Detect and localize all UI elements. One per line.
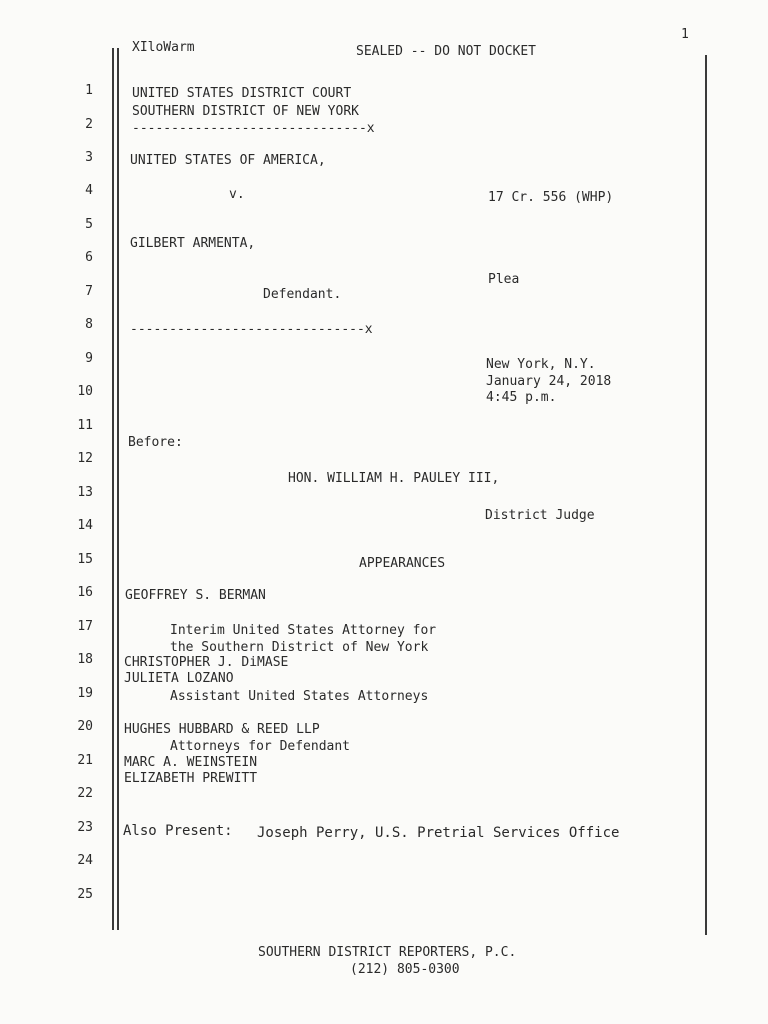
line-number: 18 xyxy=(77,652,93,667)
proceeding-type: Plea xyxy=(488,272,520,287)
reporter-phone: (212) 805-0300 xyxy=(350,962,460,977)
line-number: 20 xyxy=(77,719,93,734)
appearances-heading: APPEARANCES xyxy=(359,556,446,571)
ausa-role: Assistant United States Attorneys xyxy=(170,689,429,704)
line-number: 24 xyxy=(77,853,93,868)
court-line-1: UNITED STATES DISTRICT COURT xyxy=(132,86,352,101)
defense-attorney-1: MARC A. WEINSTEIN xyxy=(124,755,258,770)
line-number: 7 xyxy=(85,284,93,299)
left-margin-rule-inner xyxy=(117,48,119,930)
line-number: 15 xyxy=(77,552,93,567)
line-number: 25 xyxy=(77,887,93,902)
ausa-2: JULIETA LOZANO xyxy=(124,671,234,686)
court-line-2: SOUTHERN DISTRICT OF NEW YORK xyxy=(132,104,359,119)
line-number: 19 xyxy=(77,686,93,701)
before-label: Before: xyxy=(128,435,183,450)
line-number: 8 xyxy=(85,317,93,332)
judge-name: HON. WILLIAM H. PAULEY III, xyxy=(288,471,500,486)
page-number: 1 xyxy=(681,27,689,42)
plaintiff: UNITED STATES OF AMERICA, xyxy=(130,153,326,168)
defendant-label: Defendant. xyxy=(263,287,342,302)
line-number: 4 xyxy=(85,183,93,198)
hearing-time: 4:45 p.m. xyxy=(486,390,557,405)
reporter-name: SOUTHERN DISTRICT REPORTERS, P.C. xyxy=(258,945,517,960)
line-number: 3 xyxy=(85,150,93,165)
line-number: 5 xyxy=(85,217,93,232)
defendant-name: GILBERT ARMENTA, xyxy=(130,236,256,251)
gov-role-2: the Southern District of New York xyxy=(170,640,429,655)
also-present-label: Also Present: xyxy=(123,823,233,839)
sealed-notice: SEALED -- DO NOT DOCKET xyxy=(356,44,537,59)
line-number: 17 xyxy=(77,619,93,634)
line-number: 23 xyxy=(77,820,93,835)
left-margin-rule-outer xyxy=(112,48,114,930)
line-number: 9 xyxy=(85,351,93,366)
caption-rule-top: ------------------------------x xyxy=(132,121,375,136)
line-number: 13 xyxy=(77,485,93,500)
line-number: 22 xyxy=(77,786,93,801)
line-number: 11 xyxy=(77,418,93,433)
line-number: 6 xyxy=(85,250,93,265)
location: New York, N.Y. xyxy=(486,357,596,372)
header-code: XIloWarm xyxy=(132,40,195,55)
line-number: 16 xyxy=(77,585,93,600)
judge-title: District Judge xyxy=(485,508,595,523)
defense-attorney-2: ELIZABETH PREWITT xyxy=(124,771,258,786)
gov-role-1: Interim United States Attorney for xyxy=(170,623,437,638)
defense-firm: HUGHES HUBBARD & REED LLP xyxy=(124,722,320,737)
versus: v. xyxy=(229,187,245,202)
line-number: 10 xyxy=(77,384,93,399)
right-margin-rule xyxy=(705,55,707,935)
line-number: 21 xyxy=(77,753,93,768)
case-number: 17 Cr. 556 (WHP) xyxy=(488,190,614,205)
line-number: 12 xyxy=(77,451,93,466)
defense-firm-role: Attorneys for Defendant xyxy=(170,739,351,754)
line-number: 14 xyxy=(77,518,93,533)
hearing-date: January 24, 2018 xyxy=(486,374,612,389)
line-number: 1 xyxy=(85,83,93,98)
ausa-1: CHRISTOPHER J. DiMASE xyxy=(124,655,289,670)
gov-attorney: GEOFFREY S. BERMAN xyxy=(125,588,266,603)
caption-rule-bottom: ------------------------------x xyxy=(130,322,373,337)
also-present: Joseph Perry, U.S. Pretrial Services Office xyxy=(257,825,620,841)
line-number: 2 xyxy=(85,117,93,132)
